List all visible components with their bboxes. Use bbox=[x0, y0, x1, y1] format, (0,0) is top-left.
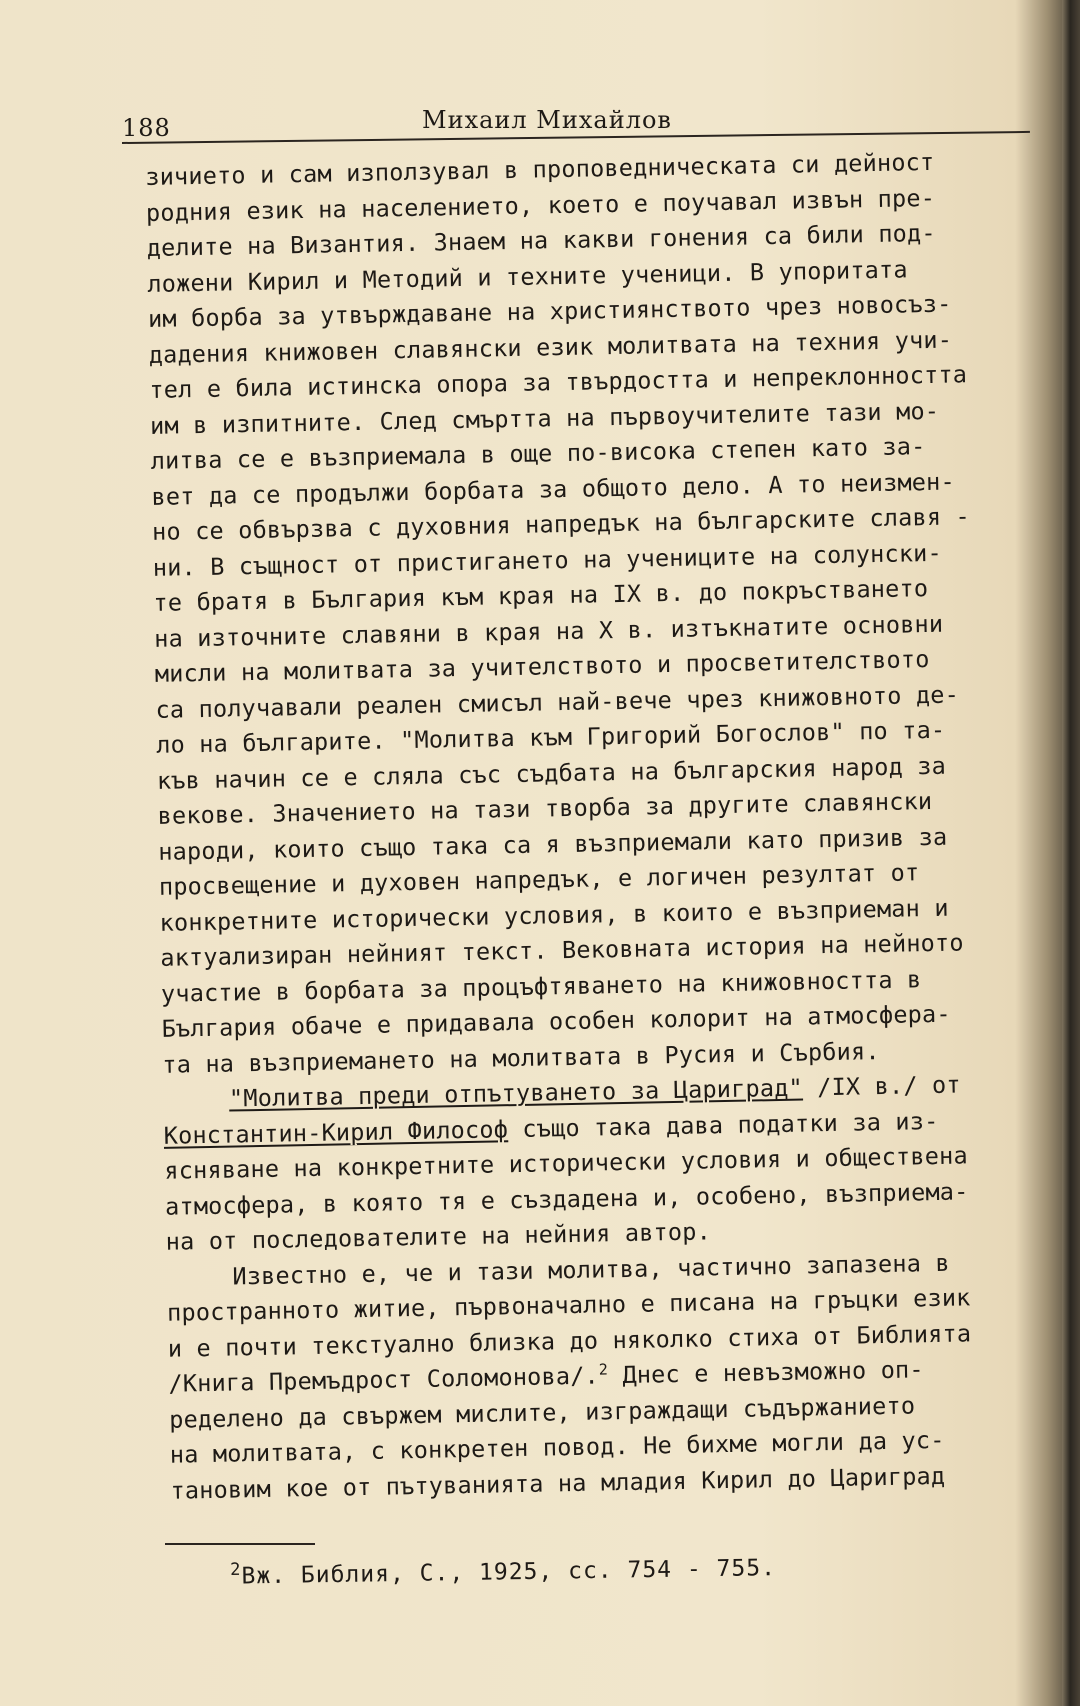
page-number: 188 bbox=[122, 114, 171, 142]
text-line: вет да се продължи борбата за общото дело. А то неизмен- bbox=[151, 467, 956, 511]
body-text bbox=[145, 142, 1080, 1508]
footnote-separator bbox=[165, 1543, 315, 1545]
text-line: на от последователите на нейния автор. bbox=[165, 1217, 712, 1256]
text-line: тановим кое от пътуванията на младия Кирил до Цариград bbox=[170, 1461, 946, 1505]
footnote-reference: 2 bbox=[598, 1360, 609, 1379]
text-span: /IX в./ от bbox=[802, 1070, 961, 1102]
paragraph-3-first-line: Известно е, че и тази молитва, частично запазена в bbox=[232, 1248, 950, 1291]
text-span: Днес е невъзможно оп- bbox=[607, 1355, 924, 1390]
text-line: къв начин се е сляла със съдбата на българския народ за bbox=[156, 751, 947, 795]
page-header bbox=[122, 102, 1030, 142]
running-title: Михаил Михайлов bbox=[422, 106, 672, 134]
text-span: /Книга Премъдрост Соломонова/. bbox=[168, 1361, 600, 1398]
text-line: конкретните исторически условия, в които е възприеман и bbox=[159, 893, 949, 937]
text-line: делите на Византия. Знаем на какви гонения са били под- bbox=[146, 218, 936, 262]
author-name-underlined: Константин-Кирил Философ bbox=[163, 1114, 509, 1150]
text-line: атмосфера, в която тя е създадена и, особено, възприема- bbox=[164, 1176, 969, 1221]
text-line: са получавали реален смисъл най-вече чрез книжовното де- bbox=[155, 679, 960, 724]
text-line: та на възприемането на молитвата в Русия и Сърбия. bbox=[162, 1036, 880, 1079]
text-line: им борба за утвърждаване на християнството чрез новосъз- bbox=[147, 289, 952, 333]
text-line: им в изпитните. След смъртта на първоучителите тази мо- bbox=[149, 396, 940, 440]
text-line: литва се е възприемала в още по-висока степен като за- bbox=[150, 432, 926, 475]
footnote-text: Вж. Библия, С., 1925, сс. 754 - 755. bbox=[241, 1555, 777, 1590]
text-line: ложени Кирил и Методий и техните ученици. В упоритата bbox=[147, 254, 908, 298]
text-line: векове. Значението на тази творба за другите славянски bbox=[157, 787, 933, 830]
text-span: също така дава податки за из- bbox=[507, 1106, 939, 1143]
text-line: пространното житие, първоначално е писана на гръцки език bbox=[166, 1283, 971, 1327]
text-line: ни. В същност от пристигането на учениците на солунски- bbox=[152, 538, 943, 582]
text-line: участие в борбата за процъфтяването на книжовността в bbox=[160, 964, 922, 1008]
text-line: мисли на молитвата за учителството и просветителството bbox=[154, 645, 930, 688]
text-line: на източните славяни в края на X в. изтъкнатите основни bbox=[153, 609, 944, 653]
text-line: актуализиран нейният текст. Вековната история на нейното bbox=[160, 928, 964, 972]
text-line: тел е била истинска опора за твърдостта и непреклонността bbox=[149, 360, 968, 404]
text-line: дадения книжовен славянски език молитвата на техния учи- bbox=[148, 325, 953, 369]
text-line: зичието и сам използувал в проповедническата си дейност bbox=[145, 147, 935, 191]
footnote bbox=[230, 1551, 776, 1589]
text-line: ясняване на конкретните исторически условия и обществена bbox=[164, 1141, 969, 1185]
text-line: родния език на населението, което е поучавал извън пре- bbox=[145, 183, 936, 227]
text-line: ло на българите. "Молитва към Григорий Богослов" по та- bbox=[155, 715, 946, 759]
text-line: България обаче е придавала особен колорит на атмосфера- bbox=[161, 999, 951, 1043]
text-line: на молитвата, с конкретен повод. Не бихме могли да ус- bbox=[169, 1425, 945, 1469]
work-title-underlined: "Молитва преди отпътуването за Цариград" bbox=[228, 1073, 804, 1113]
text-line: ределено да свържем мислите, изграждащи съдържанието bbox=[168, 1390, 916, 1434]
text-line: просвещение и духовен напредък, е логичен резултат от bbox=[158, 858, 920, 901]
text-line: но се обвързва с духовния напредък на българските славя - bbox=[151, 502, 971, 546]
text-line: те братя в България към края на IX в. до покръстването bbox=[153, 574, 929, 617]
text-line: и е почти текстуално близка до няколко стиха от Библията bbox=[167, 1318, 972, 1363]
footnote-marker: 2 bbox=[230, 1559, 242, 1580]
text-line: народи, които също така са я възприемали като призив за bbox=[158, 822, 948, 866]
